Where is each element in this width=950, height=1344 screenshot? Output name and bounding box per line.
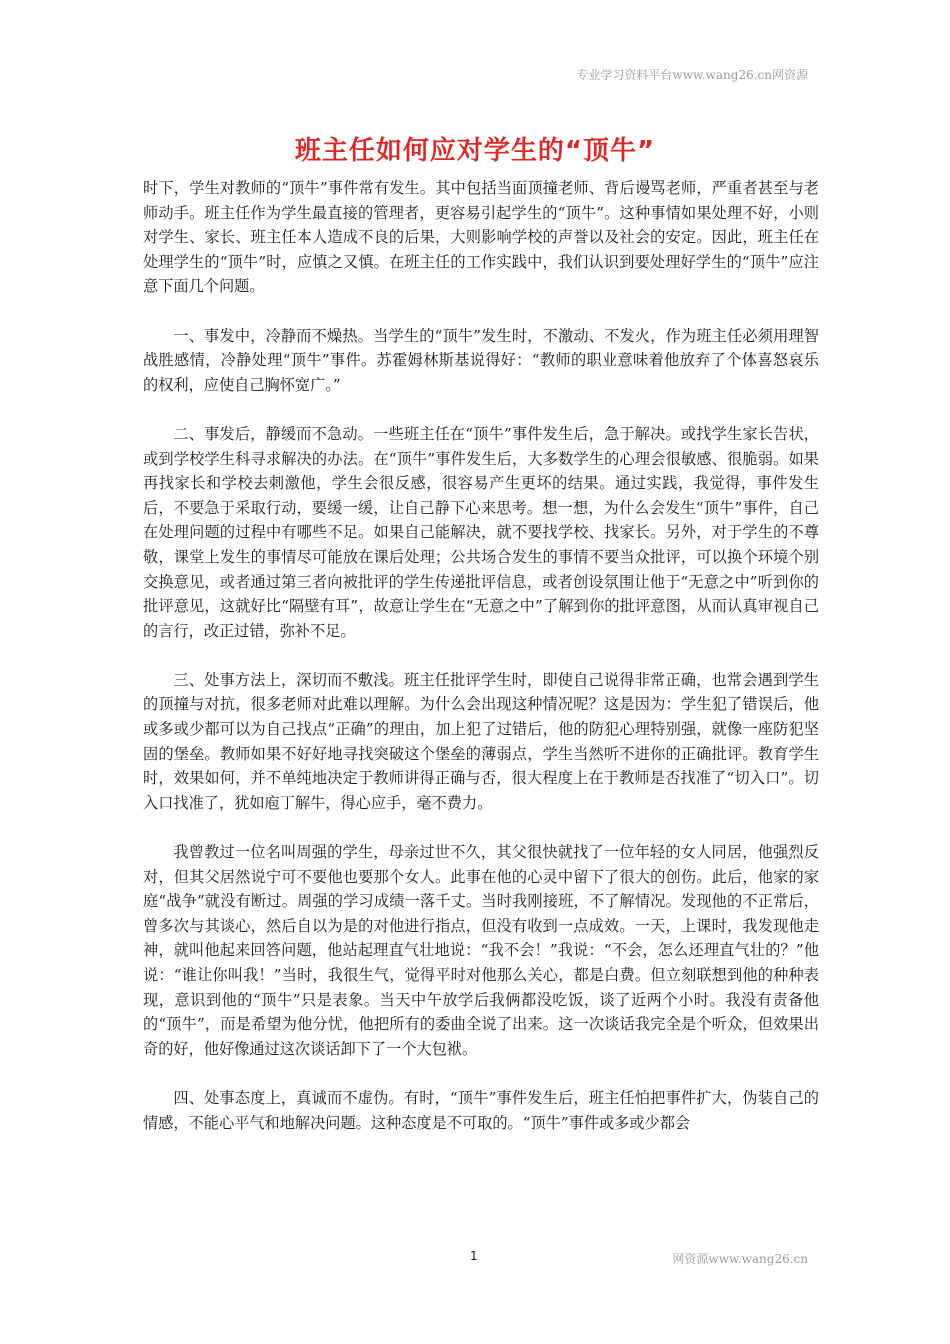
section-1-paragraph: 一、事发中，冷静而不燥热。当学生的“顶牛”发生时，不激动、不发火，作为班主任必须用理智战胜感情，冷静处理“顶牛”事件。苏霍姆林斯基说得好：“教师的职业意味着他放弃了个体喜怒哀乐的权利，应使自己胸怀宽广。”	[143, 326, 819, 394]
header-watermark-text: 专业学习资料平台www.wang26.cn网资源	[576, 68, 808, 82]
footer-watermark-text: 网资源www.wang26.cn	[672, 1252, 808, 1266]
section-4-paragraph: 四、处事态度上，真诚而不虚伪。有时，“顶牛”事件发生后，班主任怕把事件扩大，伪装自己的情感，不能心平气和地解决问题。这种态度是不可取的。“顶牛”事件或多或少都会	[143, 1088, 819, 1132]
intro-paragraph: 时下，学生对教师的“顶牛”事件常有发生。其中包括当面顶撞老师、背后谩骂老师，严重者甚至与老师动手。班主任作为学生最直接的管理者，更容易引起学生的“顶牛”。这种事情如果处理不好，小则对学生、家长、班主任本人造成不良的后果，大则影响学校的声誉以及社会的安定。因此，班主任在处理学生的“顶牛”时，应慎之又慎。在班主任的工作实践中，我们认识到要处理好学生的“顶牛”应注意下面几个问题。	[143, 179, 819, 296]
document-title: 班主任如何应对学生的“顶牛”	[294, 136, 656, 166]
section-2-paragraph: 二、事发后，静缓而不急动。一些班主任在“顶牛”事件发生后，急于解决。或找学生家长告状，或到学校学生科寻求解决的办法。在“顶牛”事件发生后，大多数学生的心理会很敏感、很脆弱。如果再找家长和学校去刺激他，学生会很反感，很容易产生更坏的结果。通过实践，我觉得，事件发生后，不要急于采取行动，要缓一缓，让自己静下心来思考。想一想，为什么会发生“顶牛”事件，自己在处理问题的过程中有哪些不足。如果自己能解决，就不要找学校、找家长。另外，对于学生的不尊敬，课堂上发生的事情尽可能放在课后处理；公共场合发生的事情不要当众批评，可以换个环境个别交换意见，或者通过第三者向被批评的学生传递批评信息，或者创设氛围让他于“无意之中”听到你的批评意见，这就好比“隔壁有耳”，故意让学生在“无意之中”了解到你的批评意图，从而认真审视自己的言行，改正过错，弥补不足。	[143, 424, 819, 640]
example-paragraph: 我曾教过一位名叫周强的学生，母亲过世不久，其父很快就找了一位年轻的女人同居，他强烈反对，但其父居然说宁可不要他也要那个女人。此事在他的心灵中留下了很大的创伤。此后，他家的家庭“战争”就没有断过。周强的学习成绩一落千丈。当时我刚接班，不了解情况。发现他的不正常后，曾多次与其谈心，然后自以为是的对他进行指点，但没有收到一点成效。一天，上课时，我发现他走神，就叫他起来回答问题，他站起理直气壮地说：“我不会！”我说：“不会，怎么还理直气壮的？”他说：“谁让你叫我！”当时，我很生气，觉得平时对他那么关心，都是白费。但立刻联想到他的种种表现，意识到他的“顶牛”只是表象。当天中午放学后我俩都没吃饭，谈了近两个小时。我没有责备他的“顶牛”，而是希望为他分忧，他把所有的委曲全说了出来。这一次谈话我完全是个听众，但效果出奇的好，他好像通过这次谈话卸下了一个大包袱。	[143, 843, 819, 1058]
page-number: 1	[470, 1249, 478, 1263]
section-3-paragraph: 三、处事方法上，深切而不敷浅。班主任批评学生时，即使自己说得非常正确，也常会遇到学生的顶撞与对抗，很多老师对此难以理解。为什么会出现这种情况呢？这是因为：学生犯了错误后，他或多或少都可以为自己找点“正确”的理由，加上犯了过错后，他的防犯心理特别强，就像一座防犯坚固的堡垒。教师如果不好好地寻找突破这个堡垒的薄弱点，学生当然听不进你的正确批评。教育学生时，效果如何，并不单纯地决定于教师讲得正确与否，很大程度上在于教师是否找准了“切入口”。切入口找准了，犹如庖丁解牛，得心应手，毫不费力。	[143, 670, 819, 812]
document-body	[143, 176, 819, 1160]
